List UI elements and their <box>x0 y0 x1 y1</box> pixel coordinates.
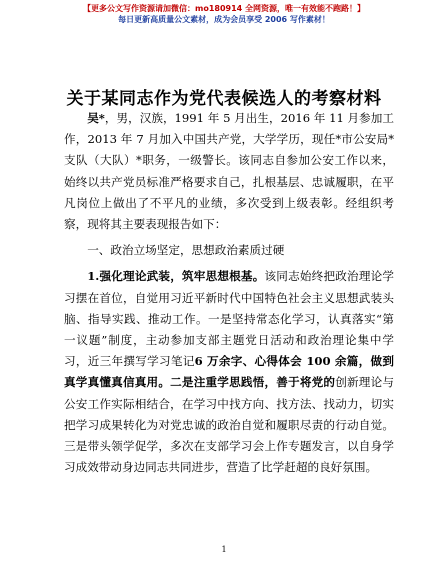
intro-text: ，男，汉族，1991 年 5 月出生，2016 年 11 月参加工作，2013 年 7 月加入中国共产党，大学学历，现任*市公安局*支队（大队）*职务，一级警长。该同志自参加公安工作以来，始终以共产党员标准严格要求自己，扎根基层、忠诚履职，在平凡岗位上做出了不平凡的业绩，多次受到上级表彰。经组织考察，现将其主要表现报告如下： <box>64 111 394 232</box>
promo-banner-line-1: 【更多公文写作资源请加微信：mo180914 全网资源，唯一有效能不跑路！】 <box>82 4 365 13</box>
paragraph-1-text-1: 该同志始终把政治理论学习摆在首位，自觉用习近平新时代中国特色社会主义思想武装头脑、指导实践、推动工作。一是坚持常态化学习，认真落实“第一议题”制度，主动参加支部主题党日活动和政治理论集中学习，近三年撰写学习笔记 <box>64 269 394 369</box>
document-body <box>64 108 394 478</box>
paragraph-1-text-2: 创新理论与公安工作实际相结合，在学习中找方向、找方法、找动力，切实把学习成果转化为对党忠诚的政治自觉和履职尽责的行动自觉。三是带头领学促学，多次在支部学习会上作专题发言，以自身学习成效带动身边同志共同进步，营造了比学赶超的良好氛围。 <box>64 375 394 475</box>
page-number: 1 <box>221 545 227 554</box>
section-heading-1: 一、政治立场坚定，思想政治素质过硬 <box>87 243 285 258</box>
paragraph-1-emphasis-2: 二是注重学思践悟，善于将党的 <box>170 375 336 390</box>
paragraph-1-emphasis-1: 6 万余字、心得体会 100 余篇，做到真学真懂真信真用。 <box>64 354 394 390</box>
paragraph-1 <box>64 266 394 478</box>
candidate-name: 吴* <box>87 111 105 125</box>
intro-paragraph <box>64 108 394 235</box>
paragraph-1-lead: 1.强化理论武装，筑牢思想根基。 <box>87 269 265 284</box>
document-title: 关于某同志作为党代表候选人的考察材料 <box>66 89 382 109</box>
promo-banner-line-2: 每日更新高质量公文素材，成为会员享受 2006 写作素材！ <box>118 15 330 24</box>
